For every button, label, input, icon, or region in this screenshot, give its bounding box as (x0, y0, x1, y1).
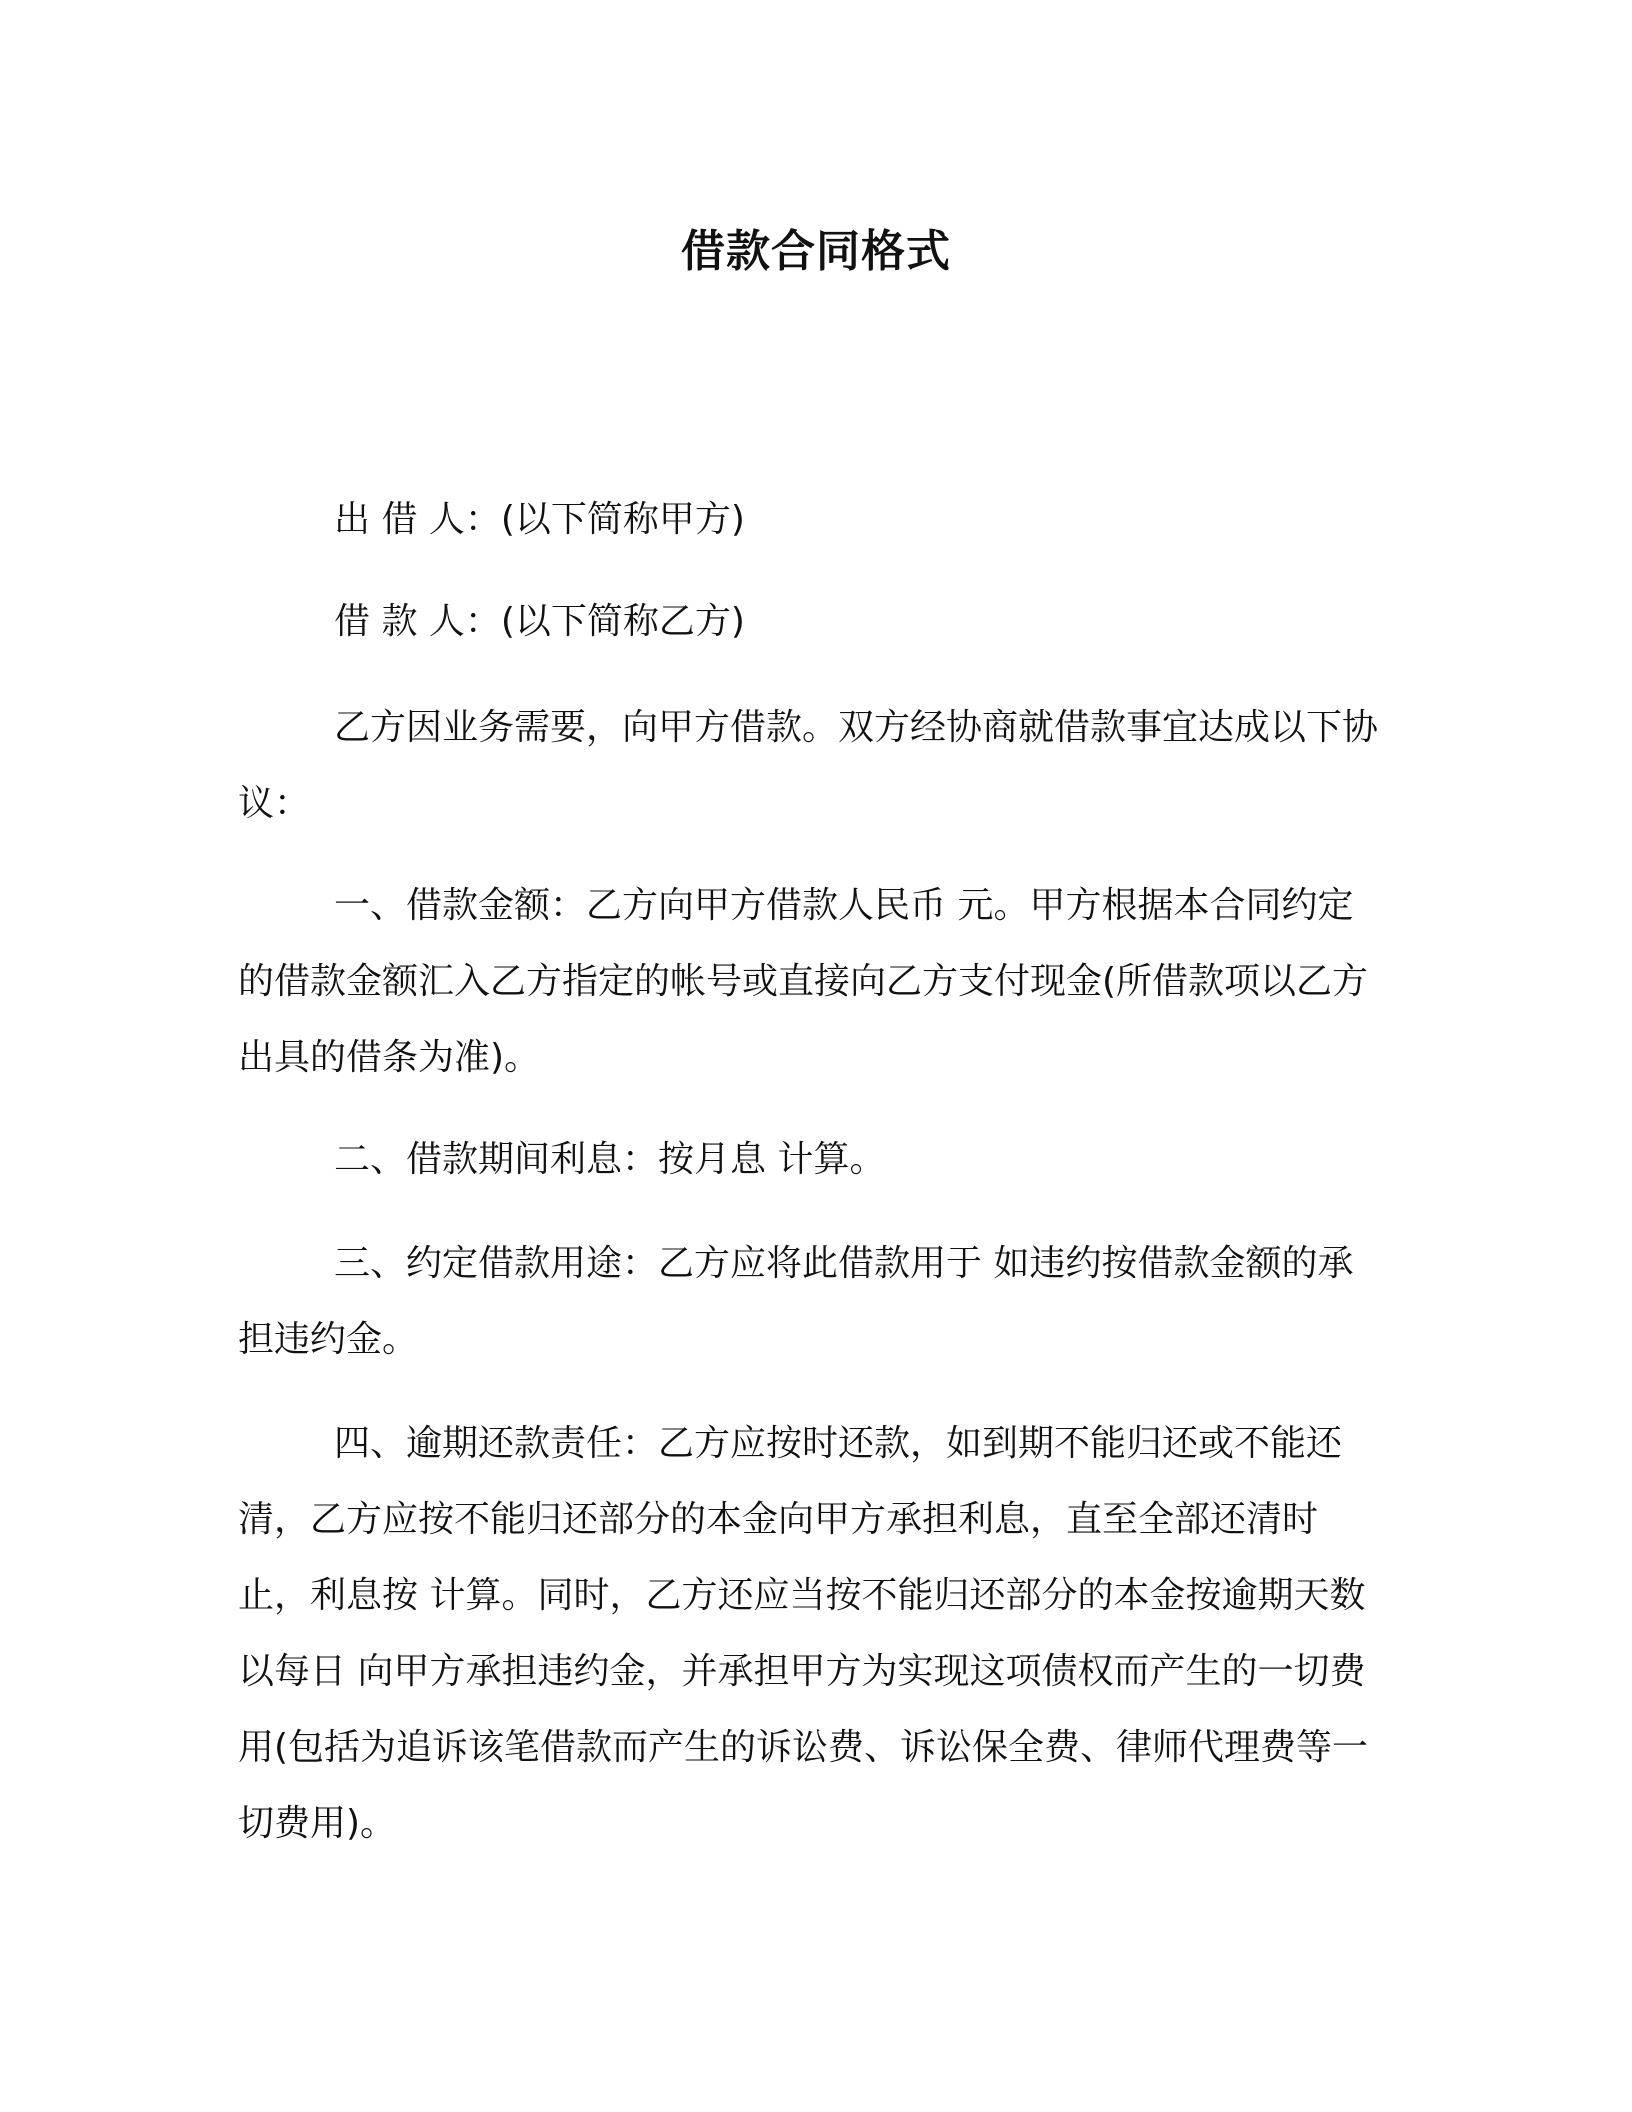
paragraph-intro: 乙方因业务需要，向甲方借款。双方经协商就借款事宜达成以下协议： (238, 707, 1379, 824)
document-title: 借款合同格式 (681, 226, 951, 277)
borrower-label: 借 款 人： (334, 601, 501, 642)
lender-line (334, 482, 745, 558)
paragraph-clause-1: 一、借款金额：乙方向甲方借款人民币 元。甲方根据本合同约定的借款金额汇入乙方指定的帐号或直接向乙方支付现金(所借款项以乙方出具的借条为准)。 (238, 885, 1369, 1078)
paragraph-clause-4: 四、逾期还款责任：乙方应按时还款，如到期不能归还或不能还清，乙方应按不能归还部分的本金向甲方承担利息，直至全部还清时止，利息按 计算。同时，乙方还应当按不能归还部分的本金按逾期天数以每日 向甲方承担违约金，并承担甲方为实现这项债权而产生的一切费用(包括为追诉该笔借款而产生的诉讼费、诉讼保全费、律师代理费等一切费用)。 (238, 1423, 1369, 1844)
borrower-line (334, 584, 745, 660)
paragraph-clause-3: 三、约定借款用途：乙方应将此借款用于 如违约按借款金额的承担违约金。 (238, 1243, 1354, 1360)
lender-label: 出 借 人： (334, 499, 501, 540)
lender-note: (以下简称甲方) (500, 499, 745, 540)
borrower-note: (以下简称乙方) (500, 601, 745, 642)
paragraph-clause-2: 二、借款期间利息：按月息 计算。 (334, 1139, 886, 1180)
